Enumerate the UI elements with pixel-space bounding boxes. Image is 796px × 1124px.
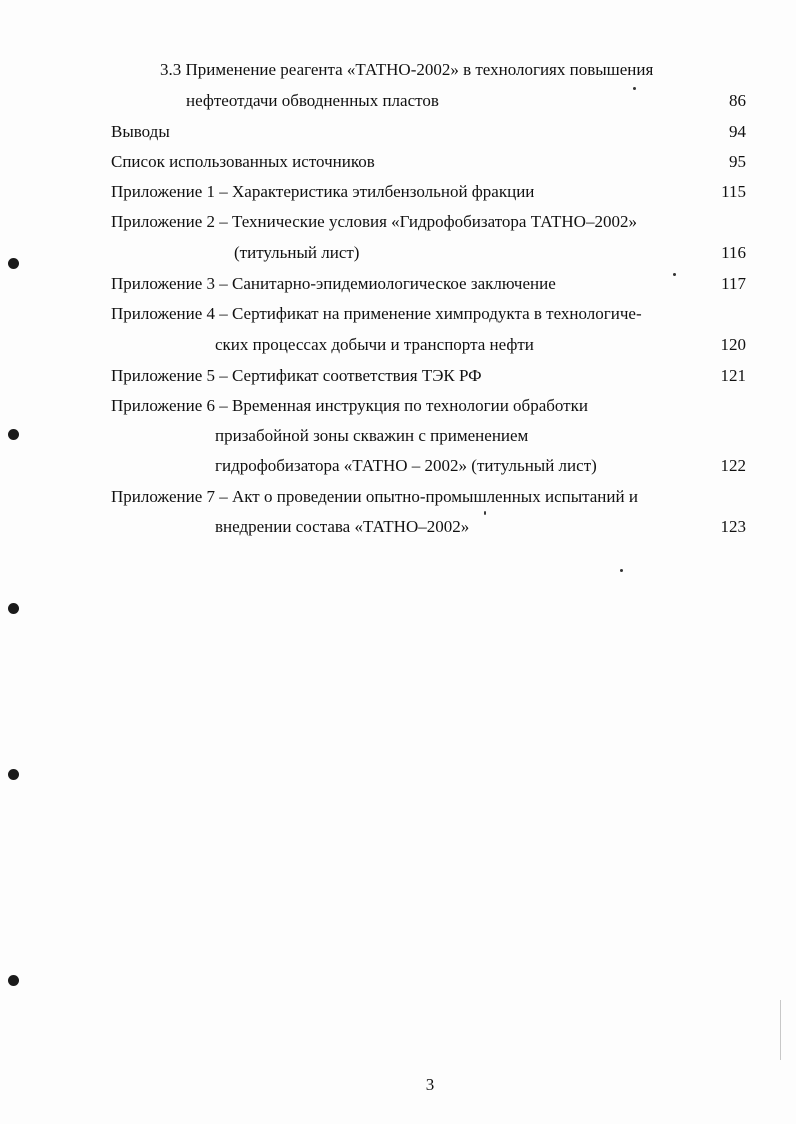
toc-entry-text: Приложение 6 – Временная инструкция по технологии обработки — [111, 396, 588, 415]
toc-page-number: 86 — [729, 91, 746, 110]
binder-hole — [8, 603, 19, 614]
toc-entry-text: призабойной зоны скважин с применением — [215, 426, 529, 445]
scan-speck — [620, 569, 623, 572]
scan-speck — [484, 511, 486, 515]
page-number: 3 — [425, 1075, 435, 1094]
scan-edge-mark — [780, 1000, 781, 1060]
toc-page-number: 121 — [720, 366, 746, 385]
toc-page-number: 115 — [721, 182, 746, 201]
scan-speck — [673, 273, 676, 276]
toc-entry-text: 3.3 Применение реагента «ТАТНО-2002» в технологиях повышения — [160, 60, 654, 79]
binder-hole — [8, 429, 19, 440]
toc-page-number: 95 — [729, 152, 746, 171]
binder-hole — [8, 258, 19, 269]
toc-page-number: 123 — [720, 517, 746, 536]
toc-entry-text: Выводы — [111, 122, 170, 141]
toc-entry-text: гидрофобизатора «ТАТНО – 2002» (титульный лист) — [215, 456, 597, 475]
toc-entry-text: Список использованных источников — [111, 152, 375, 171]
scan-speck — [633, 87, 636, 90]
toc-entry-text: Приложение 1 – Характеристика этилбензольной фракции — [111, 182, 535, 201]
toc-page-number: 117 — [721, 274, 746, 293]
toc-page-number: 94 — [729, 122, 746, 141]
binder-hole — [8, 769, 19, 780]
toc-entry-text: Приложение 5 – Сертификат соответствия ТЭК РФ — [111, 366, 482, 385]
toc-entry-text: Приложение 3 – Санитарно-эпидемиологическое заключение — [111, 274, 556, 293]
toc-entry-text: Приложение 2 – Технические условия «Гидрофобизатора ТАТНО–2002» — [111, 212, 637, 231]
toc-entry-text: Приложение 4 – Сертификат на применение химпродукта в технологиче- — [111, 304, 642, 323]
toc-page-number: 116 — [721, 243, 746, 262]
toc-entry-text: внедрении состава «ТАТНО–2002» — [215, 517, 470, 536]
toc-page-number: 120 — [720, 335, 746, 354]
toc-entry-text: ских процессах добычи и транспорта нефти — [215, 335, 534, 354]
toc-page-number: 122 — [720, 456, 746, 475]
toc-entry-text: Приложение 7 – Акт о проведении опытно-промышленных испытаний и — [111, 487, 638, 506]
binder-hole — [8, 975, 19, 986]
toc-entry-text: (титульный лист) — [234, 243, 360, 262]
toc-entry-text: нефтеотдачи обводненных пластов — [186, 91, 439, 110]
